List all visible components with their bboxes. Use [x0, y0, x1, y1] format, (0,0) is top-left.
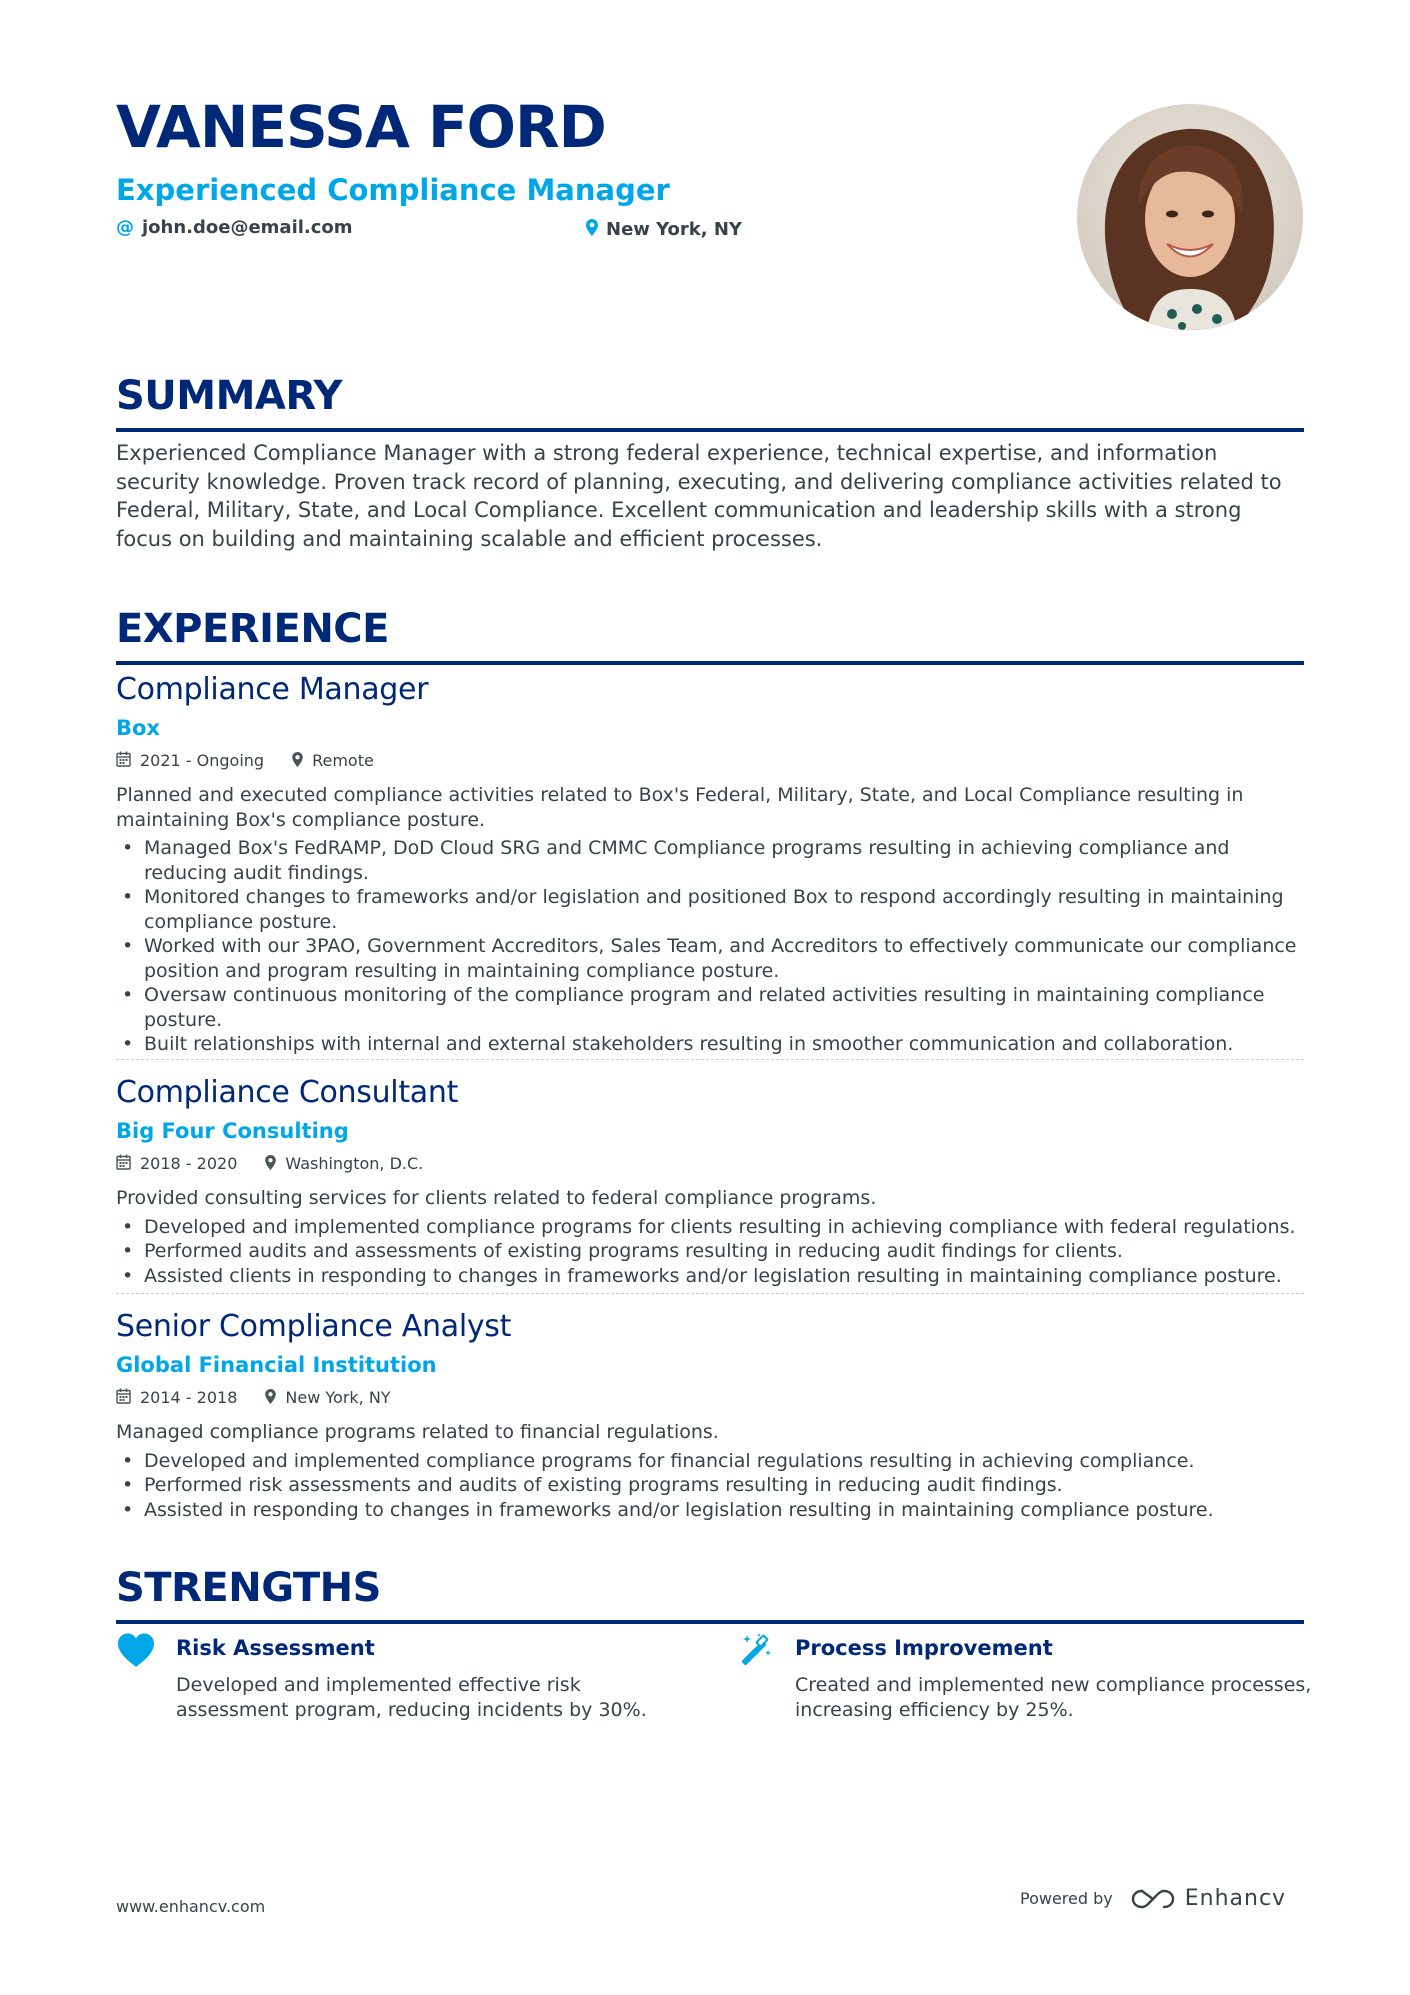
strength-title: Process Improvement — [795, 1636, 1053, 1660]
list-item: • Assisted in responding to changes in frameworks and/or legislation resulting in maintaining compliance posture. — [116, 1498, 1304, 1523]
calendar-icon — [116, 1154, 131, 1173]
entry-divider — [116, 1293, 1304, 1294]
brand-name: Enhancv — [1184, 1886, 1287, 1911]
calendar-icon — [116, 751, 131, 770]
enhancv-logo-icon — [1131, 1888, 1175, 1910]
map-pin-icon — [265, 1155, 276, 1173]
job-dates-text: 2021 - Ongoing — [140, 750, 265, 770]
job-meta — [116, 1388, 1304, 1407]
job-location-text: Washington, D.C. — [285, 1153, 424, 1173]
list-item: • Performed risk assessments and audits of existing programs resulting in reducing audit findings. — [116, 1473, 1304, 1498]
strength-title: Risk Assessment — [176, 1636, 375, 1660]
list-item: • Developed and implemented compliance programs for financial regulations resulting in achieving compliance. — [116, 1449, 1304, 1474]
job-dates — [116, 1154, 237, 1173]
job-description: Managed compliance programs related to financial regulations. — [116, 1421, 719, 1443]
company-name: Box — [116, 716, 160, 740]
experience-section-title: EXPERIENCE — [116, 609, 1304, 665]
map-pin-icon — [265, 1389, 276, 1407]
job-location-text: Remote — [312, 750, 374, 770]
summary-text: Experienced Compliance Manager with a strong federal experience, technical expertise, and information security knowledge. Proven track record of planning, executing, and delivering compliance activities related to Federal, Military, State, and Local Compliance. Excellent communication and leadership skills with a strong focus on building and maintaining scalable and efficient processes. — [116, 441, 1282, 552]
job-title: Compliance Consultant — [116, 1075, 459, 1110]
job-meta — [116, 751, 1304, 770]
job-dates — [116, 1388, 237, 1407]
profile-photo — [1077, 104, 1303, 330]
map-pin-icon — [292, 752, 303, 770]
list-item: • Built relationships with internal and external stakeholders resulting in smoother communication and collaboration. — [116, 1032, 1304, 1057]
job-dates — [116, 751, 264, 770]
map-pin-icon — [586, 219, 598, 240]
candidate-name: VANESSA FORD — [116, 93, 606, 161]
job-achievements — [116, 1215, 1304, 1289]
entry-divider — [116, 1059, 1304, 1060]
job-meta — [116, 1154, 1304, 1173]
at-icon: @ — [116, 217, 134, 238]
contact-email[interactable] — [116, 219, 353, 237]
list-item: • Assisted clients in responding to changes in frameworks and/or legislation resulting in maintaining compliance posture. — [116, 1264, 1304, 1289]
job-dates-text: 2014 - 2018 — [140, 1387, 238, 1407]
experience-entry — [116, 1309, 1304, 1522]
experience-entry — [116, 1075, 1304, 1288]
job-title: Compliance Manager — [116, 672, 429, 707]
footer-website[interactable]: www.enhancv.com — [116, 1897, 266, 1916]
strength-description: Developed and implemented effective risk assessment program, reducing incidents by 30%. — [176, 1674, 647, 1721]
footer-branding — [1020, 1888, 1286, 1910]
powered-by-label: Powered by — [1020, 1889, 1113, 1908]
job-location-text: New York, NY — [285, 1387, 391, 1407]
job-description: Planned and executed compliance activities related to Box's Federal, Military, State, and Local Compliance resulting in maintaining Box's compliance posture. — [116, 784, 1244, 831]
enhancv-logo[interactable] — [1131, 1888, 1286, 1910]
calendar-icon — [116, 1388, 131, 1407]
email-text: john.doe@email.com — [142, 217, 353, 238]
job-location — [292, 752, 374, 770]
contact-location — [586, 219, 742, 240]
strengths-section-title: STRENGTHS — [116, 1568, 1304, 1624]
company-name: Big Four Consulting — [116, 1119, 349, 1143]
experience-entry — [116, 672, 1304, 1057]
job-achievements — [116, 1449, 1304, 1523]
list-item: • Performed audits and assessments of existing programs resulting in reducing audit findings for clients. — [116, 1239, 1304, 1264]
job-location — [265, 1155, 423, 1173]
magic-wand-icon — [735, 1632, 775, 1672]
list-item: • Worked with our 3PAO, Government Accreditors, Sales Team, and Accreditors to effectively communicate our compliance position and program resulting in maintaining compliance posture. — [116, 934, 1304, 983]
list-item: • Managed Box's FedRAMP, DoD Cloud SRG and CMMC Compliance programs resulting in achieving compliance and reducing audit findings. — [116, 836, 1304, 885]
summary-section-title: SUMMARY — [116, 376, 1304, 432]
location-text: New York, NY — [606, 218, 742, 240]
company-name: Global Financial Institution — [116, 1353, 437, 1377]
list-item: • Developed and implemented compliance programs for clients resulting in achieving compliance with federal regulations. — [116, 1215, 1304, 1240]
list-item: • Monitored changes to frameworks and/or legislation and positioned Box to respond accordingly resulting in maintaining compliance posture. — [116, 885, 1304, 934]
job-achievements — [116, 836, 1304, 1057]
job-title: Senior Compliance Analyst — [116, 1309, 512, 1344]
job-location — [265, 1389, 390, 1407]
job-description: Provided consulting services for clients related to federal compliance programs. — [116, 1187, 877, 1209]
strength-description: Created and implemented new compliance processes, increasing efficiency by 25%. — [795, 1674, 1312, 1721]
candidate-headline: Experienced Compliance Manager — [116, 173, 670, 207]
heart-icon — [116, 1632, 156, 1672]
list-item: • Oversaw continuous monitoring of the compliance program and related activities resulting in maintaining compliance posture. — [116, 983, 1304, 1032]
job-dates-text: 2018 - 2020 — [140, 1153, 238, 1173]
